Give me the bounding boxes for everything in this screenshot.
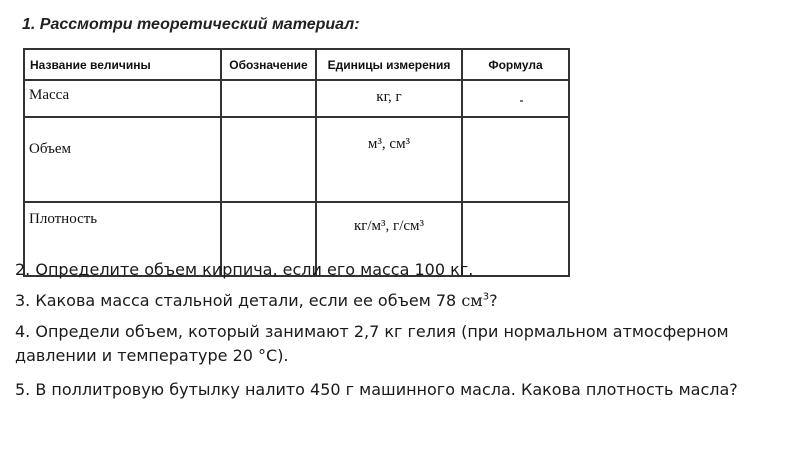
task-5: 5. В поллитровую бутылку налито 450 г машинного масла. Какова плотность масла? (15, 380, 738, 399)
row-volume-name: Объем (24, 117, 221, 202)
tasks-list (15, 258, 785, 412)
task-4: 4. Определи объем, который занимают 2,7 кг гелия (при нормальном атмосферном давлении и температуре 20 °С). (15, 322, 729, 365)
table-header-row (24, 49, 569, 80)
task-2: 2. Определите объем кирпича, если его масса 100 кг. (15, 260, 474, 279)
row-density-units: кг/м³, г/см³ (316, 202, 462, 276)
row-mass-units: кг, г (316, 80, 462, 117)
stray-mark (520, 100, 523, 102)
task-3 (15, 289, 785, 313)
header-quantity-name: Название величины (24, 49, 221, 80)
row-mass-formula (462, 80, 569, 117)
task-3-unit: см (461, 291, 483, 310)
row-mass-symbol (221, 80, 316, 117)
row-density-name: Плотность (24, 202, 221, 276)
section-heading: 1. Рассмотри теоретический материал: (22, 16, 360, 33)
table-row (24, 80, 569, 117)
task-3-exponent: 3 (482, 291, 490, 303)
header-units: Единицы измерения (316, 49, 462, 80)
header-symbol: Обозначение (221, 49, 316, 80)
row-volume-formula (462, 117, 569, 202)
row-mass-name: Масса (24, 80, 221, 117)
task-3-end: ? (489, 291, 498, 310)
row-volume-units: м³, см³ (316, 117, 462, 202)
row-volume-symbol (221, 117, 316, 202)
table-row (24, 117, 569, 202)
theory-table (23, 48, 570, 277)
header-formula: Формула (462, 49, 569, 80)
task-3-text: 3. Какова масса стальной детали, если ее объем 78 (15, 291, 457, 310)
